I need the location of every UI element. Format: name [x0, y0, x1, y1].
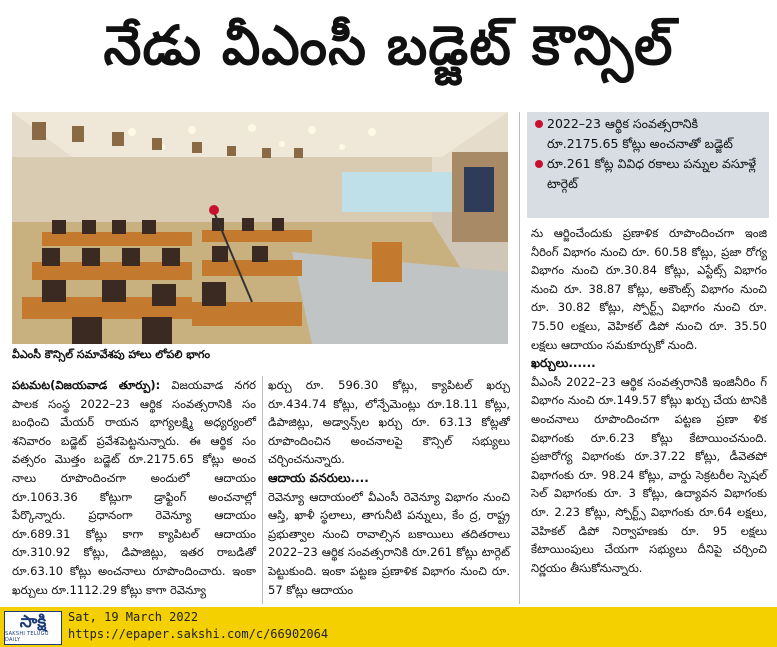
article-column-2 — [268, 376, 510, 599]
article-column-3 — [531, 224, 767, 577]
highlight-text: 2022–23 ఆర్థిక సంవత్సరానికి రూ.2175.65 కోట్లు అంచనాతో బడ్జెట్ — [547, 116, 733, 151]
column-3-paragraph-2: వీఎంసీ 2022–23 ఆర్థిక సంవత్సరానికి ఇంజినీరిం గ్ విభాగం నుంచి రూ.149.57 కోట్లు ఖర్చు చేయ టానికి అంచనాలు రూపొందించగా పట్టణ ప్రణా ళిక విభాగంకు రూ.6.23 కోట్లు కేటాయించనుంది. ప్రజారోగ్య విభాగంకు రూ.37.22 కోట్లు, డీవెతపో విభాగంకు రూ. 98.24 కోట్లు, వార్డు సెక్రటరీల స్పెషల్ సెల్ విభాగంకు రూ. 3 కోట్లు, ఉద్యావన విభాగంకు రూ. 2.23 కోట్లు, స్పోర్ట్స్ విభాగంకు రూ.64 లక్షలు, వెహికల్ డిపో నిర్వాహణకు రూ. 95 లక్షలు కేటాయింపులు చేయగా సభ్యులు దీనిపై చర్చించి నిర్ణయం తీసుకోనున్నారు. — [531, 374, 767, 575]
highlight-item — [535, 154, 761, 194]
bullet-icon — [535, 160, 543, 168]
column-2-paragraph-2: రెవెన్యూ ఆదాయంలో వీఎంసీ రెవెన్యూ విభాగం నుంచి ఆస్తి, ఖాళీ స్థలాలు, తాగునీటి పన్నులు, కేం ద్ర, రాష్ట్ర ప్రభుత్వాల నుంచి రావాల్సిన బకాయిలు తదితరాలు 2022–23 ఆర్థిక సంవత్సరానికి రూ.261 కోట్లు టార్గెట్ పెట్టుకుంది. ఇంకా పట్టణ ప్రణాళిక విభాగం నుంచి రూ. 57 కోట్లు ఆదాయం — [268, 489, 510, 597]
logo-text: సాక్షి — [19, 612, 47, 632]
highlights-box — [527, 112, 769, 218]
sakshi-logo — [4, 611, 62, 645]
column-2-paragraph-1: ఖర్చు రూ. 596.30 కోట్లు, క్యాపిటల్ ఖర్చు రూ.434.74 కోట్లు, లోన్పేమెంట్లు రూ.18.11 కోట్లు, డిపాజిట్లు, అడ్వాన్స్‌ల ఖర్చు రూ. 63.13 కోట్లతో రూపొందించిన అంచనాలపై కౌన్సిల్ సభ్యులు చర్చించనున్నారు. — [268, 378, 510, 467]
column-1-paragraph — [12, 376, 256, 599]
footer-bar — [0, 607, 777, 647]
highlight-text: రూ.261 కోట్ల వివిధ రకాలు పన్నుల వసూళ్లే టార్గెట్ — [547, 156, 757, 191]
column-1-text: విజయవాడ నగర పాలక సంస్థ 2022–23 ఆర్థిక సంవత్సరానికి సం బంధించి మేయర్ రాయన భాగ్యలక్ష్మి అధ్యర్యంలో శనివారం బడ్జెట్ ప్రవేశపెట్టనున్నారు. ఈ ఆర్థిక సం వత్సరం మొత్తం బడ్జెట్ రూ.2175.65 కోట్లు అంచ నాలు రూపొందించగా అందులో ఆదాయం రూ.1063.36 కోట్లుగా డ్రాఫ్టింగ్ అంచనాల్లో పేర్కొన్నారు. ప్రధానంగా రెవెన్యూ ఆదాయం రూ.689.31 కోట్లు కాగా క్యాపిటల్ ఆదాయం రూ.310.92 కోట్లు, డిపాజిట్లు, ఇతర రాబడితో రూ.63.10 కోట్లు అంచనాలు రూపొందించారు. ఇంకా ఖర్చులు రూ.1112.29 కోట్లు కాగా రెవెన్యూ — [12, 378, 256, 597]
photo-caption: వీఎంసీ కౌన్సిల్ సమావేశపు హాలు లోపలి భాగం — [12, 348, 211, 361]
logo-subtext: SAKSHI TELUGU DAILY — [5, 631, 49, 643]
headline — [0, 0, 777, 105]
highlight-item — [535, 114, 761, 154]
epaper-link[interactable]: https://epaper.sakshi.com/c/66902064 — [68, 627, 329, 641]
column-3-paragraph-1: ను ఆర్జించేందుకు ప్రణాళిక రూపొందించగా ఇంజి నీరింగ్ విభాగం నుంచి రూ. 60.58 కోట్లు, ప్రజా రోగ్య విభాగం నుంచి రూ.30.84 కోట్లు, ఎస్టేట్స్ విభాగం నుంచి రూ. 38.87 కోట్లు, అకౌంట్స్ విభాగం నుంచి రూ. 30.82 కోట్లు, స్పోర్ట్స్ విభాగం నుంచి రూ. 75.50 లక్షలు, వెహికల్ డిపో నుంచి రూ. 35.50 లక్షలు ఆదాయం సమకూర్చుకో నుంది. — [531, 226, 767, 352]
income-sources-subhead: ఆదాయ వనరులు.... — [268, 470, 369, 485]
edition-date: Sat, 19 March 2022 — [68, 610, 199, 624]
council-hall-photo — [12, 112, 508, 344]
council-hall-illustration — [12, 112, 508, 344]
expenses-subhead: ఖర్చులు...... — [531, 356, 596, 371]
bullet-icon — [535, 120, 543, 128]
article-column-1 — [12, 376, 256, 599]
dateline: పటమట(విజయవాడ తూర్పు): — [12, 378, 161, 392]
column-divider — [262, 376, 263, 604]
column-divider — [519, 112, 520, 604]
headline-text: నేడు వీఎంసీ బడ్జెట్ కౌన్సిల్ — [103, 14, 674, 77]
